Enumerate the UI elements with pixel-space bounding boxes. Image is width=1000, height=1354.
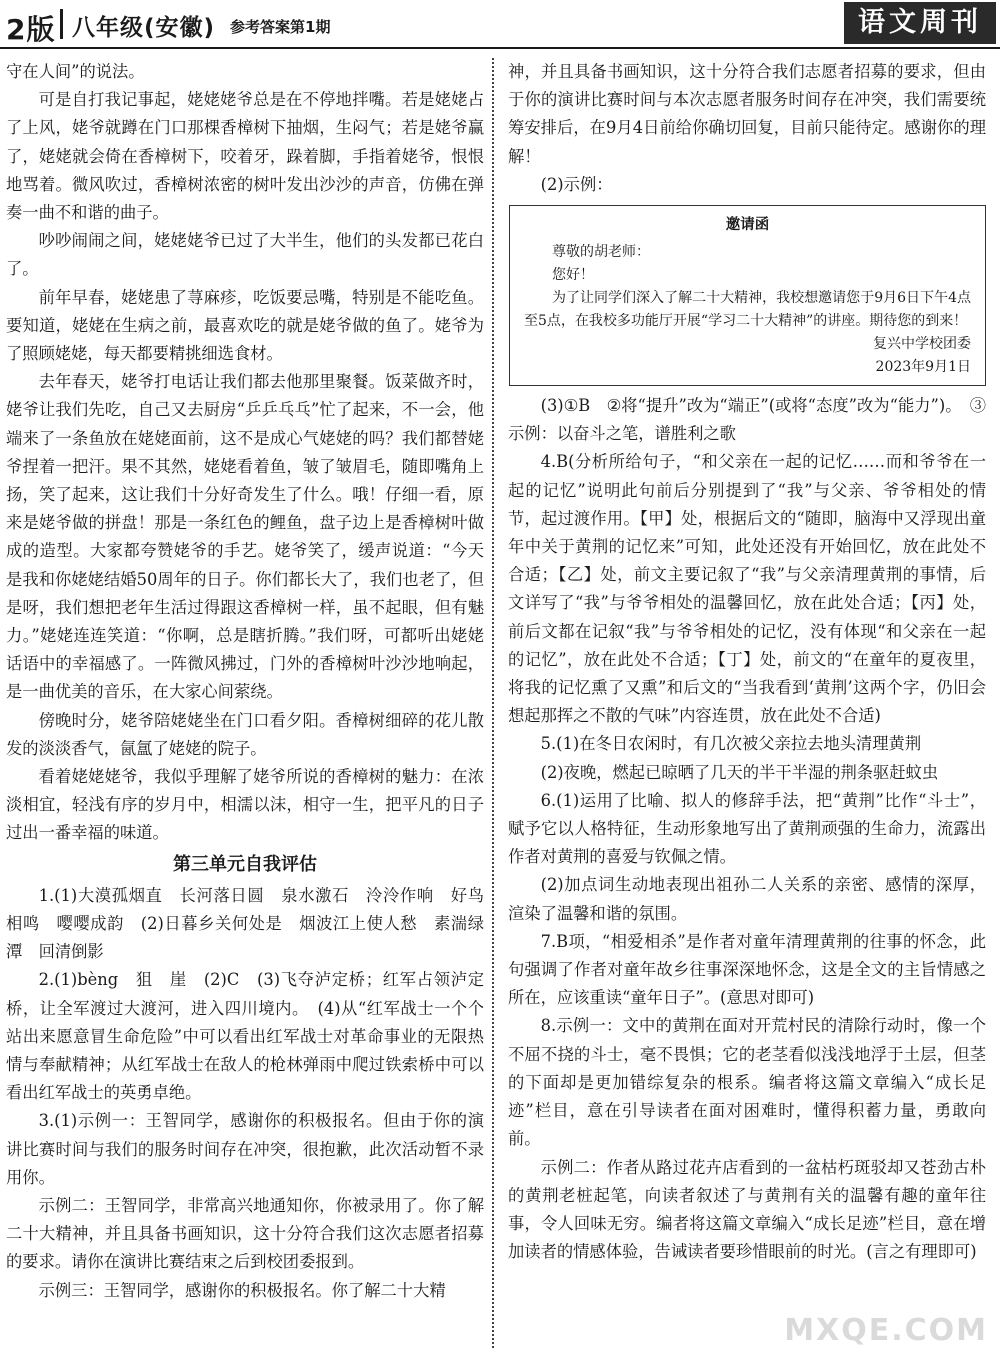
grade-label: 八年级(安徽) — [72, 15, 216, 41]
answer-8-example-1: 8.示例一：文中的黄荆在面对开荒村民的清除行动时，像一个不屈不挠的斗士，毫不畏惧；它的老茎看似浅浅地浮于土层，但茎的下面却是更加错综复杂的根系。编者将这篇文章编入“成长足迹”栏目，意在引导读者在面对困难时，懂得积蓄力量，勇敢向前。 — [508, 1016, 986, 1149]
invitation-letter-box — [509, 205, 986, 386]
answer-3-3: (3)①B ②将“提升”改为“端正”(或将“态度”改为“能力”)。 ③示例：以奋斗之笔，谱胜利之歌 — [508, 396, 986, 444]
answer-2: 2.(1)bèng 狙 崖 (2)C (3)飞夺泸定桥；红军占领泸定桥，让全军渡过大渡河，进入四川境内。 (4)从“红军战士一个个站出来愿意冒生命危险”中可以看出红军战士对革命事业的无限热情与奉献精神；从红军战士在敌人的枪林弹雨中爬过铁索桥中可以看出红军战士的英勇卓绝。 — [6, 970, 484, 1103]
header-rule — [0, 47, 1000, 49]
paragraph: 可是自打我记事起，姥姥姥爷总是在不停地拌嘴。若是姥姥占了上风，姥爷就蹲在门口那棵香樟树下抽烟，生闷气；若是姥爷赢了，姥姥就会倚在香樟树下，咬着牙，跺着脚，手指着姥爷，恨恨地骂着。微风吹过，香樟树浓密的树叶发出沙沙的声音，仿佛在弹奏一曲不和谐的曲子。 — [6, 90, 484, 223]
letter-body: 为了让同学们深入了解二十大精神，我校想邀请您于9月6日下午4点至5点，在我校多功能厅开展“学习二十大精神”的讲座。期待您的到来！ — [524, 290, 971, 330]
paragraph: 傍晚时分，姥爷陪姥姥坐在门口看夕阳。香樟树细碎的花儿散发的淡淡香气，氤氲了姥姥的院子。 — [6, 710, 484, 758]
answer-3-2-label: (2)示例： — [540, 174, 613, 194]
right-column — [508, 58, 986, 1266]
paragraph: 神，并且具备书画知识，这十分符合我们志愿者招募的要求，但由于你的演讲比赛时间与本次志愿者服务时间存在冲突，我们需要统筹安排后，在9月4日前给你确切回复，目前只能待定。感谢你的理解！ — [508, 62, 986, 166]
column-divider — [492, 58, 494, 1348]
letter-signature: 复兴中学校团委 — [873, 336, 971, 353]
paragraph: 看着姥姥姥爷，我似乎理解了姥爷所说的香樟树的魅力：在浓淡相宜，轻浅有序的岁月中，相濡以沫，相守一生，把平凡的日子过出一番幸福的味道。 — [6, 767, 484, 843]
letter-date: 2023年9月1日 — [875, 359, 971, 376]
paragraph: 前年早春，姥姥患了荨麻疹，吃饭要忌嘴，特别是不能吃鱼。要知道，姥姥在生病之前，最喜欢吃的就是姥爷做的鱼了。姥爷为了照顾姥姥，每天都要精挑细选食材。 — [6, 287, 484, 364]
section-title: 第三单元自我评估 — [173, 853, 317, 875]
issue-label: 参考答案第1期 — [230, 18, 331, 36]
page-header — [0, 0, 1000, 50]
answer-7: 7.B项，“相爱相杀”是作者对童年清理黄荆的往事的怀念，此句强调了作者对童年故乡往事深深地怀念，这是全文的主旨情感之所在，应该重读“童年日子”。(意思对即可) — [508, 931, 986, 1008]
answer-5-1: 5.(1)在冬日农闲时，有几次被父亲拉去地头清理黄荆 — [540, 734, 922, 754]
brand-banner: 语文周刊 — [844, 2, 996, 44]
paragraph: 吵吵闹闹之间，姥姥姥爷已过了大半生，他们的头发都已花白了。 — [6, 231, 484, 279]
answer-3-example-2: 示例二：王智同学，非常高兴地通知你，你被录用了。你了解二十大精神，并且具备书画知识，这十分符合我们这次志愿者招募的要求。请你在演讲比赛结束之后到校团委报到。 — [6, 1195, 484, 1272]
letter-greeting: 您好！ — [552, 267, 594, 284]
letter-salutation: 尊敬的胡老师： — [552, 244, 650, 261]
left-column — [6, 58, 484, 1305]
edition-label: 2版 — [6, 13, 56, 46]
answer-5-2: (2)夜晚，燃起已晾晒了几天的半干半湿的荆条驱赶蚊虫 — [540, 762, 939, 782]
answer-8-example-2: 示例二：作者从路过花卉店看到的一盆枯朽斑驳却又苍劲古朴的黄荆老桩起笔，向读者叙述了与黄荆有关的温馨有趣的童年往事，令人回味无穷。编者将这篇文章编入“成长足迹”栏目，意在增加读者的情感体验，告诫读者要珍惜眼前的时光。(言之有理即可) — [508, 1157, 986, 1262]
answer-6-2: (2)加点词生动地表现出祖孙二人关系的亲密、感情的深厚，渲染了温馨和谐的氛围。 — [508, 875, 986, 923]
letter-title: 邀请函 — [725, 217, 770, 234]
header-separator — [60, 9, 63, 39]
answer-6-1: 6.(1)运用了比喻、拟人的修辞手法，把“黄荆”比作“斗士”，赋予它以人格特征，生动形象地写出了黄荆顽强的生命力，流露出作者对黄荆的喜爱与钦佩之情。 — [508, 790, 986, 867]
answer-4: 4.B(分析所给句子，“和父亲在一起的记忆……而和爷爷在一起的记忆”说明此句前后分别提到了“我”与父亲、爷爷相处的情节，起过渡作用。【甲】处，根据后文的“随即，脑海中又浮现出童年中关于黄荆的记忆来”可知，此处还没有开始回忆，放在此处不合适；【乙】处，前文主要记叙了“我”与父亲清理黄荆的事情，后文详写了“我”与爷爷相处的温馨回忆，放在此处合适；【丙】处，前后文都在记叙“我”与爷爷相处的记忆，没有体现“和父亲在一起的记忆”，放在此处不合适；【丁】处，前文的“在童年的夏夜里，将我的记忆熏了又熏”和后文的“当我看到‘黄荆’这两个字，仍旧会想起那挥之不散的气味”内容连贯，放在此处不合适) — [508, 452, 986, 726]
watermark: MXQE.COM — [784, 1313, 988, 1348]
answer-3-example-3: 示例三：王智同学，感谢你的积极报名。你了解二十大精 — [38, 1280, 446, 1300]
paragraph: 去年春天，姥爷打电话让我们都去他那里聚餐。饭菜做齐时，姥爷让我们先吃，自己又去厨房“乒乒乓乓”忙了起来，不一会，他端来了一条鱼放在姥姥面前，这不是成心气姥姥的吗？我们都替姥爷捏着一把汗。果不其然，姥姥看着鱼，皱了皱眉毛，随即嘴角上扬，笑了起来，这让我们十分好奇发生了什么。哦！仔细一看，原来是姥爷做的拼盘！那是一条红色的鲤鱼，盘子边上是香樟树叶做成的造型。大家都夸赞姥爷的手艺。姥爷笑了，缓声说道：“今天是我和你姥姥结婚50周年的日子。你们都长大了，我们也老了，但是呀，我们想把老年生活过得跟这香樟树一样，虽不起眼，但有魅力。”姥姥连连笑道：“你啊，总是瞎折腾。”我们呀，可都听出姥姥话语中的幸福感了。一阵微风拂过，门外的香樟树叶沙沙地响起，是一曲优美的音乐，在大家心间萦绕。 — [6, 372, 484, 702]
paragraph: 守在人间”的说法。 — [6, 62, 145, 81]
answer-3: 3.(1)示例一：王智同学，感谢你的积极报名。但由于你的演讲比赛时间与我们的服务时间存在冲突，很抱歉，此次活动暂不录用你。 — [6, 1111, 484, 1187]
answer-1: 1.(1)大漠孤烟直 长河落日圆 泉水激石 泠泠作响 好鸟相鸣 嘤嘤成韵 (2)日暮乡关何处是 烟波江上使人愁 素湍绿潭 回清倒影 — [6, 885, 484, 962]
